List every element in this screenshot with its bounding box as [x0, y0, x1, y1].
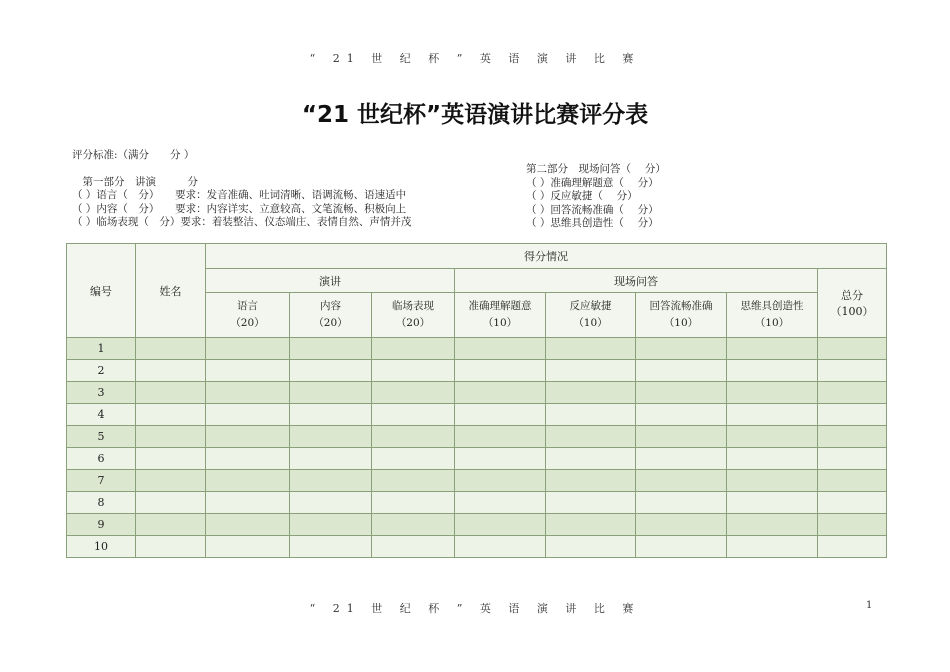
score-cell[interactable]	[372, 382, 455, 404]
table-row	[67, 514, 887, 536]
score-cell[interactable]	[372, 448, 455, 470]
col-max: （20）	[230, 317, 265, 329]
col-max: （10）	[663, 317, 699, 329]
page-number: 1	[866, 600, 873, 611]
score-cell[interactable]	[546, 448, 636, 470]
row-number: 10	[67, 536, 136, 558]
score-cell[interactable]	[455, 514, 546, 536]
score-cell[interactable]	[290, 514, 372, 536]
score-cell[interactable]	[206, 382, 290, 404]
score-cell[interactable]	[372, 470, 455, 492]
score-cell[interactable]	[206, 448, 290, 470]
page-title: “21 世纪杯”英语演讲比赛评分表	[301, 102, 649, 128]
part2-item: （ ）反应敏捷（ 分）	[526, 190, 638, 202]
row-number: 9	[67, 514, 136, 536]
score-cell[interactable]	[727, 382, 818, 404]
col-max: （20）	[395, 317, 431, 329]
name-cell[interactable]	[136, 426, 206, 448]
score-cell[interactable]	[636, 338, 727, 360]
score-cell[interactable]	[372, 514, 455, 536]
score-cell[interactable]	[455, 360, 546, 382]
score-cell[interactable]	[290, 404, 372, 426]
score-cell[interactable]	[727, 470, 818, 492]
part2-item: （ ）思维具创造性（ 分）	[526, 217, 659, 229]
score-cell[interactable]	[546, 382, 636, 404]
score-cell[interactable]	[290, 426, 372, 448]
table-row	[67, 338, 887, 360]
header-total	[818, 269, 887, 338]
score-cell[interactable]	[818, 382, 887, 404]
name-cell[interactable]	[136, 470, 206, 492]
header-performance	[372, 293, 455, 338]
header-name: 姓名	[136, 244, 206, 338]
score-cell[interactable]	[455, 426, 546, 448]
table-row	[67, 404, 887, 426]
scoring-standard: 评分标准:（满分 分 ）	[72, 149, 195, 161]
table-row	[67, 448, 887, 470]
score-cell[interactable]	[727, 404, 818, 426]
score-cell[interactable]	[290, 338, 372, 360]
score-cell[interactable]	[206, 514, 290, 536]
part1-heading: 第一部分 讲演 分	[72, 175, 198, 188]
score-cell[interactable]	[372, 426, 455, 448]
score-cell[interactable]	[636, 536, 727, 558]
name-cell[interactable]	[136, 338, 206, 360]
header-total-label: 总分	[841, 289, 863, 302]
page-header: “ 21 世 纪 杯 ” 英 语 演 讲 比 赛	[309, 52, 641, 65]
row-number: 8	[67, 492, 136, 514]
score-cell[interactable]	[206, 360, 290, 382]
score-cell[interactable]	[818, 338, 887, 360]
score-cell[interactable]	[206, 338, 290, 360]
score-cell[interactable]	[546, 404, 636, 426]
header-score-group: 得分情况	[206, 244, 887, 269]
col-label: 语言	[237, 300, 258, 312]
score-cell[interactable]	[206, 492, 290, 514]
col-label: 内容	[320, 300, 341, 312]
name-cell[interactable]	[136, 492, 206, 514]
score-cell[interactable]	[290, 448, 372, 470]
score-cell[interactable]	[455, 492, 546, 514]
name-cell[interactable]	[136, 448, 206, 470]
header-creativity	[727, 293, 818, 338]
name-cell[interactable]	[136, 404, 206, 426]
score-cell[interactable]	[818, 448, 887, 470]
score-cell[interactable]	[206, 404, 290, 426]
part1-item: （ ）内容（ 分） 要求：内容详实、立意较高、文笔流畅、积极向上	[72, 202, 407, 215]
score-cell[interactable]	[546, 338, 636, 360]
score-cell[interactable]	[372, 536, 455, 558]
score-cell[interactable]	[727, 338, 818, 360]
row-number: 2	[67, 360, 136, 382]
row-number: 5	[67, 426, 136, 448]
col-label: 准确理解题意	[468, 300, 532, 312]
col-max: （10）	[754, 317, 790, 329]
score-cell[interactable]	[372, 492, 455, 514]
score-cell[interactable]	[455, 536, 546, 558]
score-cell[interactable]	[372, 360, 455, 382]
score-cell[interactable]	[206, 536, 290, 558]
score-cell[interactable]	[636, 470, 727, 492]
score-cell[interactable]	[546, 360, 636, 382]
header-number: 编号	[67, 244, 136, 338]
table-row	[67, 492, 887, 514]
table-row	[67, 536, 887, 558]
table-row	[67, 360, 887, 382]
score-cell[interactable]	[636, 448, 727, 470]
criteria-part1	[72, 149, 411, 230]
score-cell[interactable]	[818, 492, 887, 514]
score-cell[interactable]	[727, 426, 818, 448]
row-number: 7	[67, 470, 136, 492]
table-row	[67, 426, 887, 448]
header-qa-group: 现场问答	[455, 269, 818, 293]
score-cell[interactable]	[372, 404, 455, 426]
score-cell[interactable]	[546, 536, 636, 558]
name-cell[interactable]	[136, 536, 206, 558]
score-cell[interactable]	[206, 470, 290, 492]
score-cell[interactable]	[818, 426, 887, 448]
row-number: 4	[67, 404, 136, 426]
score-cell[interactable]	[455, 382, 546, 404]
header-total-max: （100）	[830, 305, 874, 318]
score-cell[interactable]	[636, 382, 727, 404]
header-fluency	[636, 293, 727, 338]
part1-item: （ ）语言（ 分） 要求：发音准确、吐词清晰、语调流畅、语速适中	[72, 189, 407, 201]
score-cell[interactable]	[546, 492, 636, 514]
row-number: 1	[67, 338, 136, 360]
score-cell[interactable]	[818, 514, 887, 536]
header-reaction	[546, 293, 636, 338]
score-cell[interactable]	[727, 514, 818, 536]
col-label: 回答流畅准确	[649, 300, 713, 312]
col-max: （10）	[573, 317, 608, 329]
col-max: （20）	[313, 317, 348, 329]
header-content	[290, 293, 372, 338]
col-max: （10）	[482, 317, 518, 329]
score-cell[interactable]	[455, 470, 546, 492]
score-cell[interactable]	[818, 536, 887, 558]
part2-item: （ ）准确理解题意（ 分）	[526, 176, 659, 189]
page-footer: “ 21 世 纪 杯 ” 英 语 演 讲 比 赛	[309, 602, 641, 615]
col-label: 反应敏捷	[569, 300, 612, 312]
scoring-table	[66, 243, 887, 558]
criteria-part2	[526, 163, 666, 231]
score-cell[interactable]	[455, 404, 546, 426]
part2-item: （ ）回答流畅准确（ 分）	[526, 203, 659, 216]
score-cell[interactable]	[818, 360, 887, 382]
score-cell[interactable]	[546, 470, 636, 492]
score-cell[interactable]	[636, 404, 727, 426]
score-cell[interactable]	[290, 470, 372, 492]
header-comprehension	[455, 293, 546, 338]
score-cell[interactable]	[727, 360, 818, 382]
score-cell[interactable]	[546, 426, 636, 448]
score-cell[interactable]	[636, 492, 727, 514]
score-cell[interactable]	[546, 514, 636, 536]
score-cell[interactable]	[372, 338, 455, 360]
score-cell[interactable]	[206, 426, 290, 448]
score-cell[interactable]	[727, 492, 818, 514]
score-cell[interactable]	[290, 360, 372, 382]
col-label: 思维具创造性	[740, 300, 804, 312]
score-cell[interactable]	[290, 536, 372, 558]
score-cell[interactable]	[455, 338, 546, 360]
score-cell[interactable]	[818, 470, 887, 492]
row-number: 3	[67, 382, 136, 404]
score-cell[interactable]	[818, 404, 887, 426]
score-cell[interactable]	[290, 492, 372, 514]
table-row	[67, 470, 887, 492]
score-cell[interactable]	[290, 382, 372, 404]
score-cell[interactable]	[727, 536, 818, 558]
name-cell[interactable]	[136, 514, 206, 536]
col-label: 临场表现	[392, 300, 434, 312]
score-cell[interactable]	[636, 360, 727, 382]
score-cell[interactable]	[455, 448, 546, 470]
header-language	[206, 293, 290, 338]
part2-heading: 第二部分 现场问答（ 分）	[526, 163, 666, 175]
score-cell[interactable]	[636, 426, 727, 448]
score-cell[interactable]	[727, 448, 818, 470]
name-cell[interactable]	[136, 382, 206, 404]
table-row	[67, 382, 887, 404]
header-speech-group: 演讲	[206, 269, 455, 293]
name-cell[interactable]	[136, 360, 206, 382]
score-cell[interactable]	[636, 514, 727, 536]
part1-item: （ ）临场表现（ 分）要求：着装整洁、仪态端庄、表情自然、声情并茂	[72, 216, 412, 228]
row-number: 6	[67, 448, 136, 470]
